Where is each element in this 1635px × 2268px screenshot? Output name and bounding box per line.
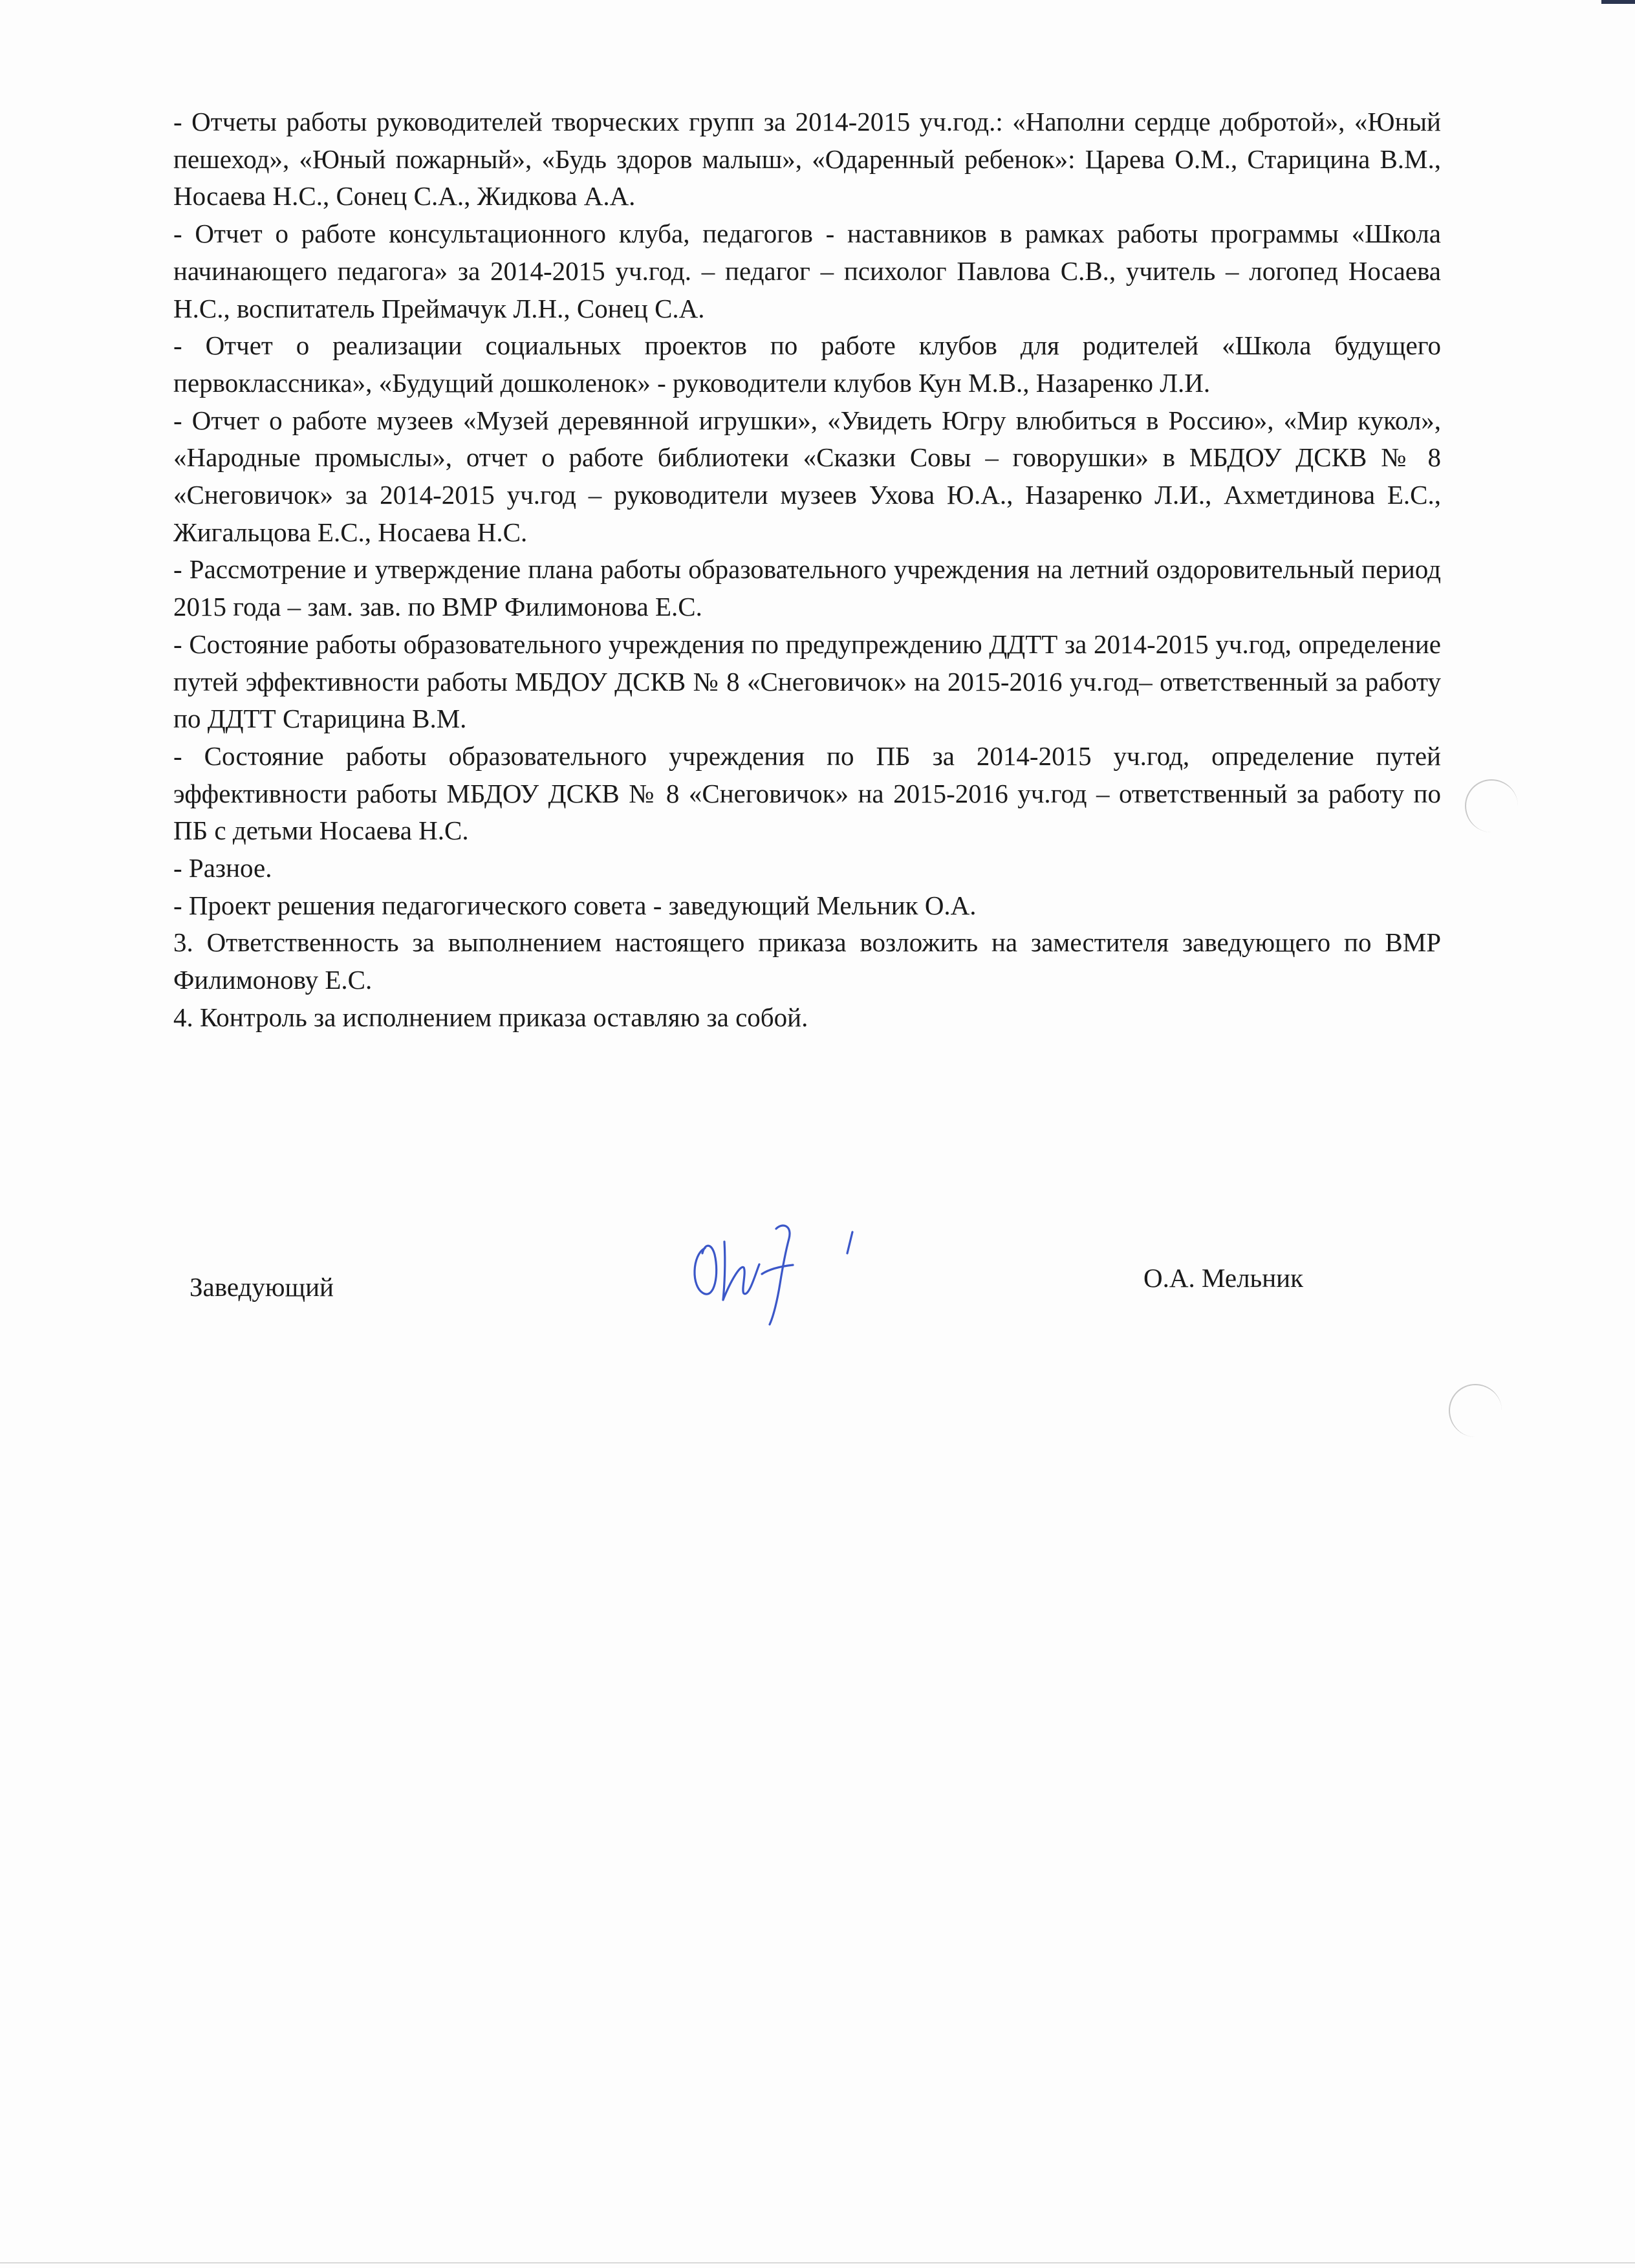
paragraph-item-4-control: 4. Контроль за исполнением приказа оставляю за собой. — [173, 1002, 808, 1032]
handwritten-signature — [679, 1203, 873, 1326]
paragraph-fire-safety-status: - Состояние работы образовательного учреждения по ПБ за 2014-2015 уч.год, определение путей эффективности работы МБДОУ ДСКВ № 8 «Снеговичок» на 2015-2016 уч.год – ответственный за работу по ПБ с детьми Носаева Н.С. — [173, 740, 1441, 846]
page-bottom-edge — [0, 2262, 1635, 2263]
paragraph-ddtt-status: - Состояние работы образовательного учреждения по предупреждению ДДТТ за 2014-2015 уч.год, определение путей эффективности работы МБДОУ ДСКВ № 8 «Снеговичок» на 2015-2016 уч.год– ответственный за работу по ДДТТ Старицина В.М. — [173, 629, 1441, 734]
order-text-body — [173, 103, 1441, 1037]
paragraph-item-3-responsibility: 3. Ответственность за выполнением настоящего приказа возложить на заместителя заведующего по ВМР Филимонову Е.С. — [173, 927, 1441, 995]
scan-artifact-arc — [1465, 779, 1518, 832]
paragraph-draft-decision: - Проект решения педагогического совета - заведующий Мельник О.А. — [173, 890, 977, 920]
scan-corner-mark — [1601, 0, 1635, 4]
paragraph-creative-groups-reports: - Отчеты работы руководителей творческих групп за 2014-2015 уч.год.: «Наполни сердце добротой», «Юный пешеход», «Юный пожарный», «Будь здоров малыш», «Одаренный ребенок»: Царева О.М., Старицина В.М., Носаева Н.С., Сонец С.А., Жидкова А.А. — [173, 107, 1441, 211]
paragraph-consulting-club-report: - Отчет о работе консультационного клуба, педагогов - наставников в рамках работы программы «Школа начинающего педагога» за 2014-2015 уч.год. – педагог – психолог Павлова С.В., учитель – логопед Носаева Н.С., воспитатель Преймачук Л.Н., Сонец С.А. — [173, 219, 1441, 323]
paragraph-museums-report: - Отчет о работе музеев «Музей деревянной игрушки», «Увидеть Югру влюбиться в Россию», «Мир кукол», «Народные промыслы», отчет о работе библиотеки «Сказки Совы – говорушки» в МБДОУ ДСКВ № 8 «Снеговичок» за 2014-2015 уч.год – руководители музеев Ухова Ю.А., Назаренко Л.И., Ахметдинова Е.С., Жигальцова Е.С., Носаева Н.С. — [173, 405, 1441, 547]
signatory-position: Заведующий — [189, 1272, 334, 1302]
paragraph-miscellaneous: - Разное. — [173, 853, 272, 883]
scan-artifact-arc — [1449, 1384, 1502, 1437]
paragraph-summer-plan: - Рассмотрение и утверждение плана работы образовательного учреждения на летний оздоровительный период 2015 года – зам. зав. по ВМР Филимонова Е.С. — [173, 554, 1441, 622]
signatory-name: О.А. Мельник — [1143, 1263, 1304, 1293]
paragraph-social-projects-report: - Отчет о реализации социальных проектов по работе клубов для родителей «Школа будущего первоклассника», «Будущий дошколенок» - руководители клубов Кун М.В., Назаренко Л.И. — [173, 330, 1441, 398]
